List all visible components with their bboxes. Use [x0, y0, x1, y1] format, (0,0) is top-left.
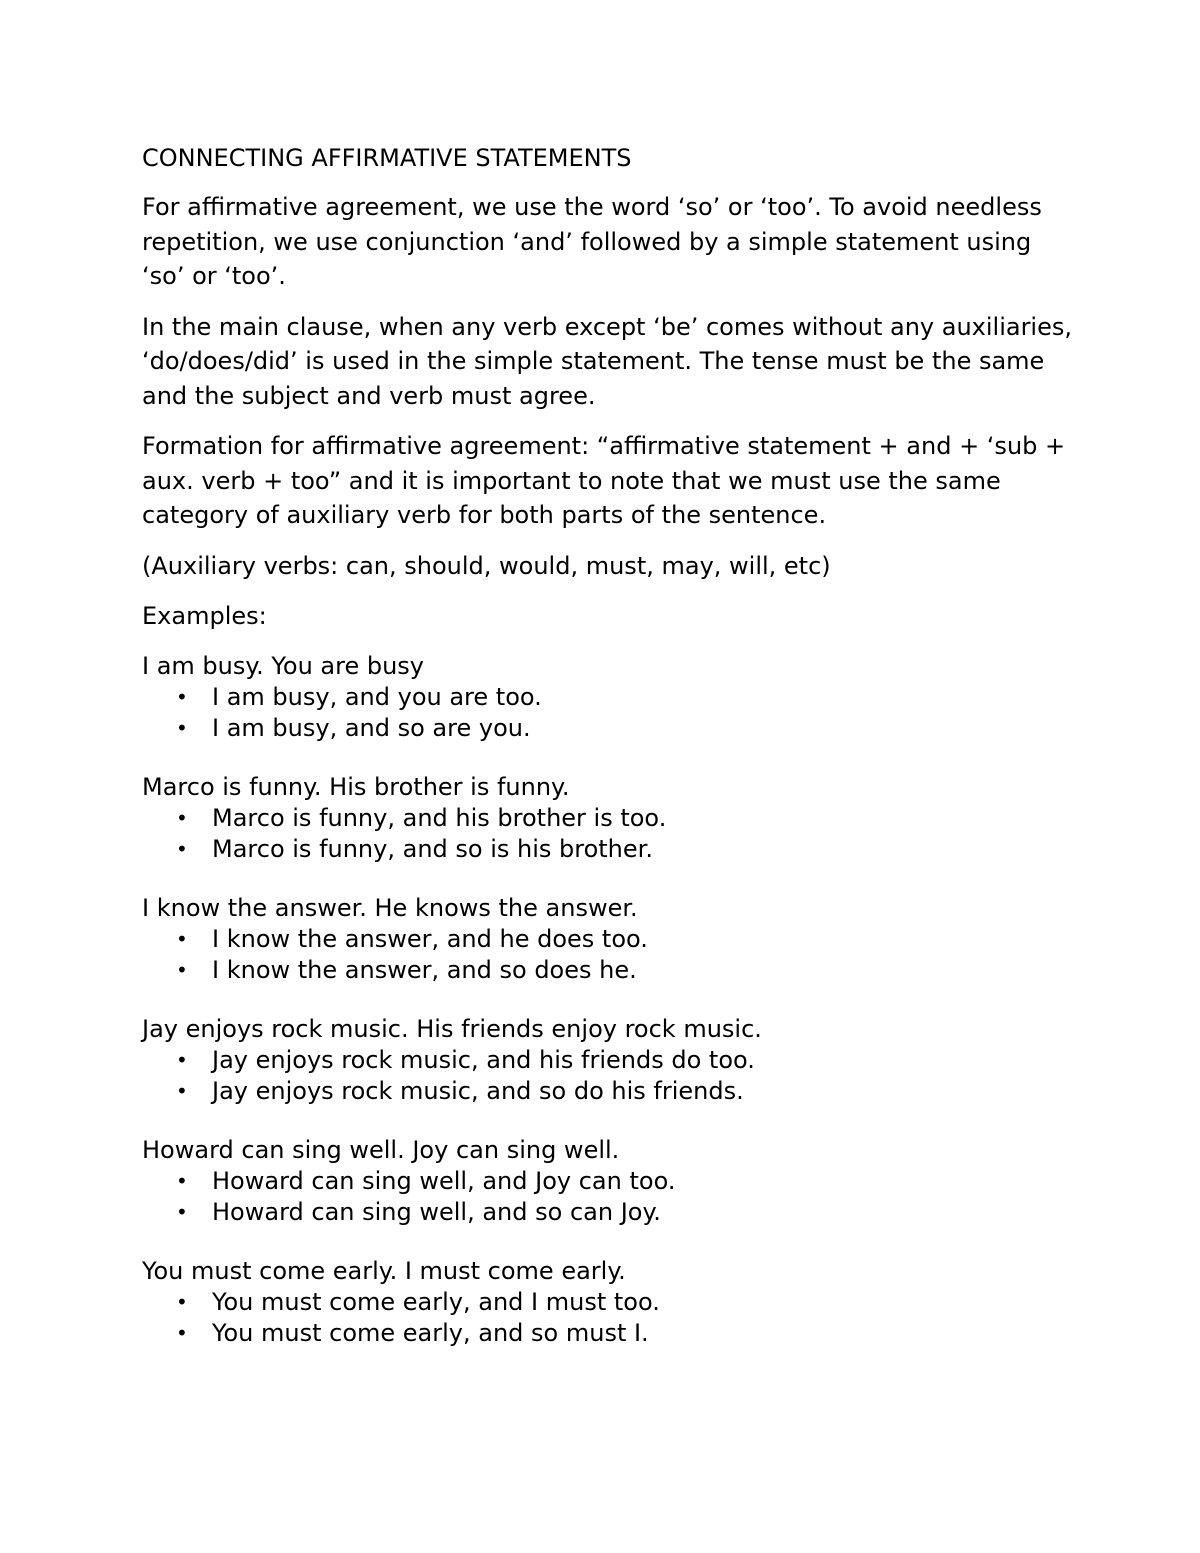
paragraph-auxiliary-verbs: (Auxiliary verbs: can, should, would, must, may, will, etc): [142, 551, 831, 580]
bullet-icon: •: [176, 1047, 188, 1072]
example-bullet: [142, 682, 1072, 714]
document-title: CONNECTING AFFIRMATIVE STATEMENTS: [142, 144, 632, 172]
example-bullet: [142, 1197, 1072, 1229]
example-bullet-text: Jay enjoys rock music, and his friends do too.: [212, 1045, 755, 1074]
example-bullet: [142, 834, 1072, 866]
bullet-icon: •: [176, 805, 188, 830]
example-sentence: You must come early. I must come early.: [142, 1256, 626, 1285]
example-bullet-list: [142, 1287, 1072, 1350]
example-sentence: I know the answer. He knows the answer.: [142, 893, 638, 922]
example-group: [142, 771, 1072, 866]
paragraph-intro: For affirmative agreement, we use the word ‘so’ or ‘too’. To avoid needless repetition, we use conjunction ‘and’ followed by a simple statement using ‘so’ or ‘too’.: [142, 193, 1042, 290]
example-bullet-list: [142, 1045, 1072, 1108]
examples-label: Examples:: [142, 602, 267, 630]
example-bullet-text: I know the answer, and he does too.: [212, 924, 648, 953]
bullet-icon: •: [176, 926, 188, 951]
bullet-icon: •: [176, 716, 188, 740]
bullet-icon: •: [176, 1321, 188, 1345]
example-sentence: I am busy. You are busy: [142, 651, 424, 680]
example-sentence: Jay enjoys rock music. His friends enjoy rock music.: [142, 1014, 762, 1043]
example-bullet-text: You must come early, and so must I.: [212, 1319, 649, 1347]
example-bullet-list: [142, 924, 1072, 987]
example-bullet: [142, 1318, 1072, 1350]
bullet-icon: •: [176, 958, 188, 982]
example-bullet-text: Marco is funny, and his brother is too.: [212, 803, 667, 832]
example-sentence: Howard can sing well. Joy can sing well.: [142, 1135, 620, 1164]
bullet-icon: •: [176, 684, 188, 709]
example-bullet-text: Howard can sing well, and so can Joy.: [212, 1198, 661, 1226]
example-bullet-list: [142, 682, 1072, 745]
example-bullet-text: Marco is funny, and so is his brother.: [212, 835, 653, 863]
bullet-icon: •: [176, 1079, 188, 1103]
example-bullet-text: Howard can sing well, and Joy can too.: [212, 1166, 676, 1195]
bullet-icon: •: [176, 1289, 188, 1314]
bullet-icon: •: [176, 837, 188, 861]
paragraph-formation: Formation for affirmative agreement: “affirmative statement + and + ‘sub + aux. verb + too” and it is important to note that we must use the same category of auxiliary verb for both parts of the sentence.: [142, 432, 1066, 529]
document-page: [142, 142, 1072, 1376]
example-bullet-list: [142, 1166, 1072, 1229]
bullet-icon: •: [176, 1200, 188, 1224]
bullet-icon: •: [176, 1168, 188, 1193]
example-group: [142, 1134, 1072, 1229]
example-group: [142, 1013, 1072, 1108]
example-bullet-list: [142, 803, 1072, 866]
example-bullet: [142, 1166, 1072, 1198]
example-bullet-text: I am busy, and you are too.: [212, 682, 542, 711]
example-bullet: [142, 1076, 1072, 1108]
example-bullet-text: You must come early, and I must too.: [212, 1287, 660, 1316]
example-bullet: [142, 955, 1072, 987]
example-group: [142, 650, 1072, 745]
example-bullet-text: Jay enjoys rock music, and so do his friends.: [212, 1077, 744, 1105]
example-sentence: Marco is funny. His brother is funny.: [142, 772, 570, 801]
example-bullet: [142, 713, 1072, 745]
example-bullet-text: I am busy, and so are you.: [212, 714, 531, 742]
paragraph-main-clause: In the main clause, when any verb except ‘be’ comes without any auxiliaries, ‘do/does/did’ is used in the simple statement. The tense must be the same and the subject and verb must agree.: [142, 312, 1072, 410]
example-bullet-text: I know the answer, and so does he.: [212, 956, 637, 984]
example-bullet: [142, 1045, 1072, 1077]
example-group: [142, 1255, 1072, 1350]
example-bullet: [142, 1287, 1072, 1319]
example-bullet: [142, 924, 1072, 956]
example-group: [142, 892, 1072, 987]
example-bullet: [142, 803, 1072, 835]
